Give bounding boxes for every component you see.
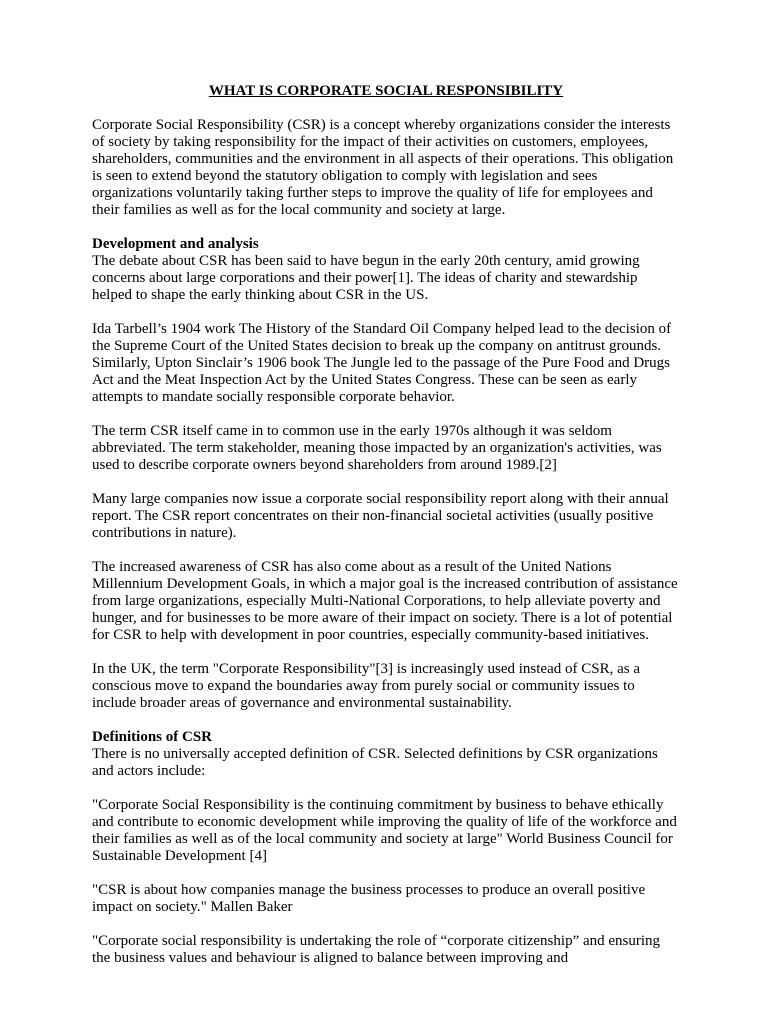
paragraph: "Corporate Social Responsibility is the continuing commitment by business to behave ethically and contribute to economic development while improving the quality of life of the workforce and their families as well as of the local community and society at large" World Business Council for Sustainable Development [4] — [92, 797, 677, 864]
paragraph: In the UK, the term "Corporate Responsibility"[3] is increasingly used instead of CSR, as a conscious move to expand the boundaries away from purely social or community issues to include broader areas of governance and environmental sustainability. — [92, 661, 640, 711]
paragraph: There is no universally accepted definition of CSR. Selected definitions by CSR organizations and actors include: — [92, 746, 658, 779]
paragraph: The increased awareness of CSR has also come about as a result of the United Nations Millennium Development Goals, in which a major goal is the increased contribution of assistance from large organizations, especially Multi-National Corporations, to help alleviate poverty and hunger, and for businesses to be more aware of their impact on society. There is a lot of potential for CSR to help with development in poor countries, especially community-based initiatives. — [92, 559, 678, 643]
paragraph: "Corporate social responsibility is undertaking the role of “corporate citizenship” and ensuring the business values and behaviour is aligned to balance between improving and — [92, 933, 661, 966]
paragraph: Many large companies now issue a corporate social responsibility report along with their annual report. The CSR report concentrates on their non-financial societal activities (usually positive contributions in nature). — [92, 491, 669, 541]
paragraph: The term CSR itself came in to common use in the early 1970s although it was seldom abbreviated. The term stakeholder, meaning those impacted by an organization's activities, was used to describe corporate owners beyond shareholders from around 1989.[2] — [92, 423, 662, 473]
intro-paragraph: Corporate Social Responsibility (CSR) is a concept whereby organizations consider the interests of society by taking responsibility for the impact of their activities on customers, employees, shareholders, communities and the environment in all aspects of their operations. This obligation is seen to extend beyond the statutory obligation to comply with legislation and sees organizations voluntarily taking further steps to improve the quality of life for employees and their families as well as for the local community and society at large. — [92, 117, 674, 218]
paragraph: The debate about CSR has been said to have begun in the early 20th century, amid growing concerns about large corporations and their power[1]. The ideas of charity and stewardship helped to shape the early thinking about CSR in the US. — [92, 253, 640, 303]
section-heading-definitions: Definitions of CSR — [92, 729, 213, 745]
section-heading-development: Development and analysis — [92, 236, 259, 252]
paragraph: Ida Tarbell’s 1904 work The History of the Standard Oil Company helped lead to the decision of the Supreme Court of the United States decision to break up the company on antitrust grounds. Similarly, Upton Sinclair’s 1906 book The Jungle led to the passage of the Pure Food and Drugs Act and the Meat Inspection Act by the United States Congress. These can be seen as early attempts to mandate socially responsible corporate behavior. — [92, 321, 672, 405]
paragraph: "CSR is about how companies manage the business processes to produce an overall positive impact on society." Mallen Baker — [92, 882, 646, 915]
document-title: WHAT IS CORPORATE SOCIAL RESPONSIBILITY — [208, 83, 564, 99]
